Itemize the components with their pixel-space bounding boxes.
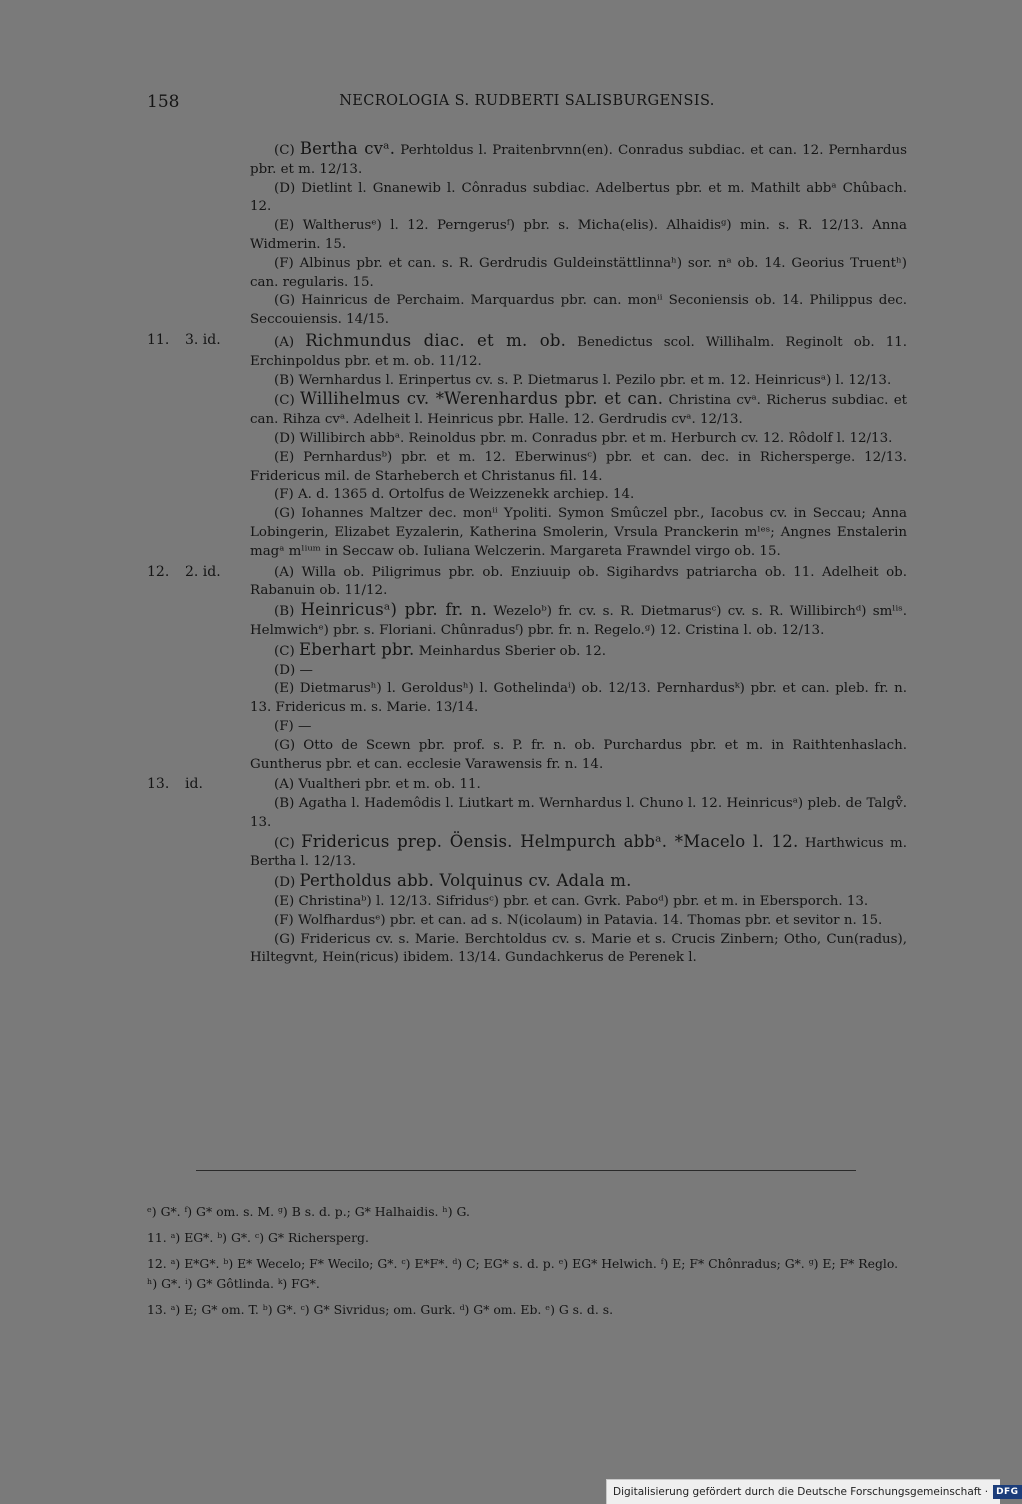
emphasized-name: Pertholdus abb. Volquinus cv. Adala m. xyxy=(299,871,632,891)
emphasized-name: Richmundus diac. et m. ob. xyxy=(305,330,567,350)
entry-line: (G) Iohannes Maltzer dec. monⁱⁱ Ypoliti. Symon Smûczel pbr., Iacobus cv. in Seccau; Anna Lobingerin, Elizabet Eyzalerin, Katherina Smolerin, Vrsula Pranckerin mˡᵉˢ; Angnes Enstalerin magᵃ mˡⁱᵘᵐ in Seccaw ob. Iuliana Welczerin. Margareta Frawndel virgo ob. 15. xyxy=(250,506,907,559)
running-title: NECROLOGIA S. RUDBERTI SALISBURGENSIS. xyxy=(339,93,715,109)
entry-line: (E) Waltherusᵉ) l. 12. Perngerusᶠ) pbr. s. Micha(elis). Alhaidisᵍ) min. s. R. 12/13. Anna Widmerin. 15. xyxy=(250,218,907,252)
page-number: 158 xyxy=(147,92,180,112)
necrology-entries xyxy=(147,140,907,970)
entry-line: (F) — xyxy=(274,718,312,734)
entry-line: (C) Bertha cvᵃ. Perhtoldus l. Praitenbrvnn(en). Conradus subdiac. et can. 12. Pernhardus pbr. et m. 12/13. xyxy=(250,139,907,177)
entry-line: (D) Pertholdus abb. Volquinus cv. Adala m. xyxy=(274,871,632,891)
footnotes xyxy=(147,1202,907,1326)
entry-line: (E) Pernhardusᵇ) pbr. et m. 12. Eberwinusᶜ) pbr. et can. dec. in Richersperge. 12/13. Fridericus mil. de Starheberch et Christanus fil. 14. xyxy=(250,449,907,484)
entry-line: (F) A. d. 1365 d. Ortolfus de Weizzenekk archiep. 14. xyxy=(274,487,635,503)
entry-line: (E) Dietmarusʰ) l. Geroldusʰ) l. Gothelindaⁱ) ob. 12/13. Pernhardusᵏ) pbr. et can. pleb. fr. n. 13. Fridericus m. s. Marie. 13/14. xyxy=(250,681,907,716)
footnote-rule xyxy=(196,1170,856,1171)
necrology-entry xyxy=(147,564,907,775)
entry-line: (C) Fridericus prep. Öensis. Helmpurch abbᵃ. *Macelo l. 12. Harthwicus m. Bertha l. 12/13. xyxy=(250,831,907,870)
emphasized-name: Bertha cvᵃ. xyxy=(299,139,396,158)
emphasized-name: Eberhart pbr. xyxy=(298,639,415,659)
footnote: 11. ᵃ) EG*. ᵇ) G*. ᶜ) G* Richersperg. xyxy=(147,1230,369,1245)
necrology-entry xyxy=(147,140,907,330)
entry-line: (B) Heinricusᵃ) pbr. fr. n. Wezeloᵇ) fr. cv. s. R. Dietmarusᶜ) cv. s. R. Willibirchᵈ) smˡⁱˢ. Helmwichᵉ) pbr. s. Floriani. Chûnradusᶠ) pbr. fr. n. Regelo.ᵍ) 12. Cristina l. ob. 12/13. xyxy=(250,600,907,638)
dfg-logo: DFG xyxy=(993,1485,1022,1499)
entry-line: (A) Willa ob. Piligrimus pbr. ob. Enziuuip ob. Sigihardvs patriarcha ob. 11. Adelheit ob. Rabanuin ob. 11/12. xyxy=(250,564,907,599)
entry-line: (G) Fridericus cv. s. Marie. Berchtoldus cv. s. Marie et s. Crucis Zinbern; Otho, Cun(radus), Hiltegvnt, Hein(ricus) ibidem. 13/14. Gundachkerus de Perenek l. xyxy=(250,931,907,966)
entry-line: (C) Eberhart pbr. Meinhardus Sberier ob. 12. xyxy=(274,639,606,659)
entry-line: (F) Wolfhardusᵉ) pbr. et can. ad s. N(icolaum) in Patavia. 14. Thomas pbr. et sevitor n. 15. xyxy=(274,912,883,928)
emphasized-name: Willihelmus cv. *Werenhardus pbr. et can. xyxy=(299,389,664,409)
entry-line: (A) Richmundus diac. et m. ob. Benedictus scol. Willihalm. Reginolt ob. 11. Erchinpoldus pbr. et m. ob. 11/12. xyxy=(250,330,907,369)
day-number: 13. xyxy=(147,776,170,793)
roman-date-ref: 2. id. xyxy=(185,563,221,580)
roman-date-ref: id. xyxy=(185,776,203,793)
emphasized-name: Fridericus prep. Öensis. Helmpurch abbᵃ. *Macelo l. 12. xyxy=(301,831,799,851)
entry-line: (A) Vualtheri pbr. et m. ob. 11. xyxy=(274,777,481,793)
day-number: 12. xyxy=(147,563,170,580)
entry-line: (B) Agatha l. Hademôdis l. Liutkart m. Wernhardus l. Chuno l. 12. Heinricusᵃ) pleb. de Talgv̊. 13. xyxy=(250,796,907,830)
footnote: ᵉ) G*. ᶠ) G* om. s. M. ᵍ) B s. d. p.; G* Halhaidis. ʰ) G. xyxy=(147,1204,470,1219)
entry-line: (D) Dietlint l. Gnanewib l. Cônradus subdiac. Adelbertus pbr. et m. Mathilt abbᵃ Chûbach. 12. xyxy=(250,180,907,215)
footer-credit: Digitalisierung gefördert durch die Deutsche Forschungsgemeinschaft · xyxy=(613,1486,989,1498)
necrology-entry xyxy=(147,332,907,562)
footnote: 13. ᵃ) E; G* om. T. ᵇ) G*. ᶜ) G* Sivridus; om. Gurk. ᵈ) G* om. Eb. ᵉ) G s. d. s. xyxy=(147,1302,614,1317)
entry-line: (F) Albinus pbr. et can. s. R. Gerdrudis Guldeinstättlinnaʰ) sor. nᵃ ob. 14. Georius Truentʰ) can. regularis. 15. xyxy=(250,255,907,290)
footnote: 12. ᵃ) E*G*. ᵇ) E* Wecelo; F* Wecilo; G*. ᶜ) E*F*. ᵈ) C; EG* s. d. p. ᵉ) EG* Helwich. ᶠ) E; F* Chônradus; G*. ᵍ) E; F* Reglo. ʰ) G*. ⁱ) G* Gôtlinda. ᵏ) FG*. xyxy=(147,1256,899,1291)
day-number: 11. xyxy=(147,331,170,348)
emphasized-name: Heinricusᵃ) pbr. fr. n. xyxy=(300,600,488,620)
entry-line: (D) — xyxy=(274,662,313,678)
digitization-footer xyxy=(606,1479,1019,1504)
necrology-entry xyxy=(147,776,907,968)
running-head xyxy=(147,92,907,114)
entry-line: (C) Willihelmus cv. *Werenhardus pbr. et can. Christina cvᵃ. Richerus subdiac. et can. Rihza cvᵃ. Adelheit l. Heinricus pbr. Halle. 12. Gerdrudis cvᵃ. 12/13. xyxy=(250,389,908,428)
entry-line: (D) Willibirch abbᵃ. Reinoldus pbr. m. Conradus pbr. et m. Herburch cv. 12. Rôdolf l. 12/13. xyxy=(274,430,893,446)
entry-line: (G) Hainricus de Perchaim. Marquardus pbr. can. monⁱⁱ Seconiensis ob. 14. Philippus dec. Seccouiensis. 14/15. xyxy=(250,293,907,328)
entry-line: (G) Otto de Scewn pbr. prof. s. P. fr. n. ob. Purchardus pbr. et m. in Raithtenhaslach. Guntherus pbr. et can. ecclesie Varawensis fr. n. 14. xyxy=(250,737,907,772)
entry-line: (E) Christinaᵇ) l. 12/13. Sifridusᶜ) pbr. et can. Gvrk. Paboᵈ) pbr. et m. in Ebersporch. 13. xyxy=(274,894,869,910)
entry-line: (B) Wernhardus l. Erinpertus cv. s. P. Dietmarus l. Pezilo pbr. et m. 12. Heinricusᵃ) l. 12/13. xyxy=(274,372,892,388)
roman-date-ref: 3. id. xyxy=(185,331,221,348)
